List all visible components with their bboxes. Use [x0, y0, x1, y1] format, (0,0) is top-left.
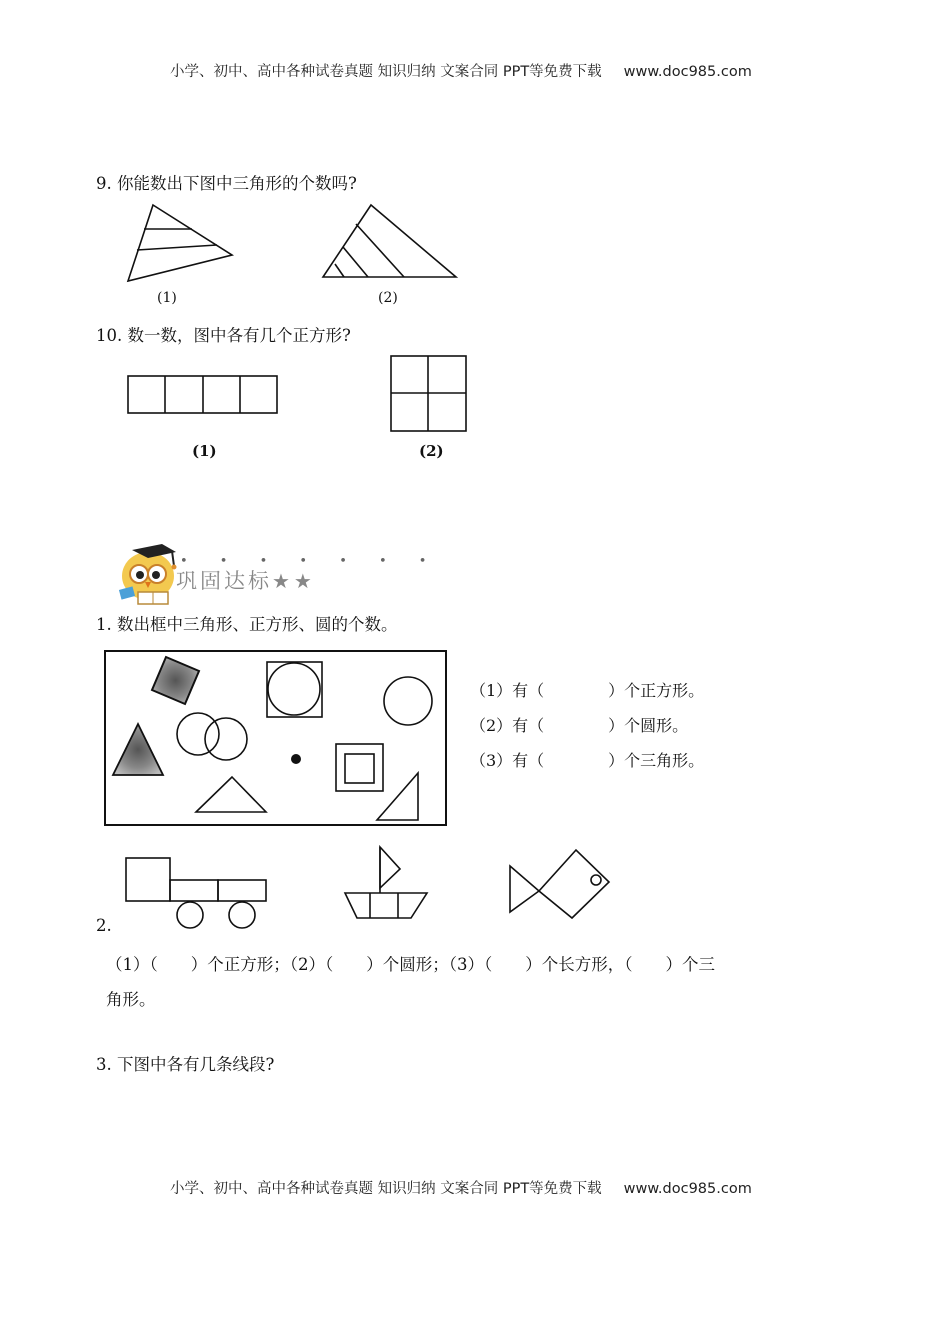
owl-mascot-icon — [110, 536, 185, 608]
triangle-figure-2 — [318, 200, 463, 280]
squares-figure-2 — [388, 352, 470, 434]
figure-9-2-label: (2) — [378, 290, 398, 306]
shapes-frame — [102, 648, 448, 828]
squares-figure-1 — [125, 372, 281, 416]
truck-figure — [122, 854, 272, 934]
footer-url: www.doc985.com — [623, 1181, 752, 1197]
fish-figure — [505, 846, 615, 918]
figure-9-1-label: (1) — [157, 290, 177, 306]
boat-figure — [340, 844, 432, 924]
figure-10-1-label: (1) — [192, 442, 217, 460]
page-header — [170, 60, 752, 81]
problem-2-number: 2. — [96, 916, 112, 935]
decorative-dots: • • • • • • • — [180, 554, 441, 569]
section-title-text: 巩固达标 — [176, 569, 272, 593]
star-rating: ★★ — [272, 569, 316, 593]
question-9: 9. 你能数出下图中三角形的个数吗? — [96, 174, 357, 193]
section-title — [176, 565, 316, 595]
problem-2-line-2: 角形。 — [106, 990, 156, 1009]
page-footer — [170, 1177, 752, 1198]
footer-text: 小学、初中、高中各种试卷真题 知识归纳 文案合同 PPT等免费下载 — [170, 1181, 602, 1197]
answer-squares: （1）有（ ）个正方形。 — [470, 681, 705, 700]
problem-3: 3. 下图中各有几条线段? — [96, 1055, 275, 1074]
problem-1: 1. 数出框中三角形、正方形、圆的个数。 — [96, 615, 398, 634]
figure-10-2-label: (2) — [419, 442, 444, 460]
answer-triangles: （3）有（ ）个三角形。 — [470, 751, 705, 770]
answer-circles: （2）有（ ）个圆形。 — [470, 716, 689, 735]
question-10: 10. 数一数，图中各有几个正方形? — [96, 326, 351, 345]
problem-2-line-1: （1）（ ）个正方形；（2）（ ）个圆形；（3）（ ）个长方形，（ ）个三 — [106, 955, 715, 974]
header-url: www.doc985.com — [623, 64, 752, 80]
header-text: 小学、初中、高中各种试卷真题 知识归纳 文案合同 PPT等免费下载 — [170, 64, 602, 80]
triangle-figure-1 — [120, 200, 240, 288]
